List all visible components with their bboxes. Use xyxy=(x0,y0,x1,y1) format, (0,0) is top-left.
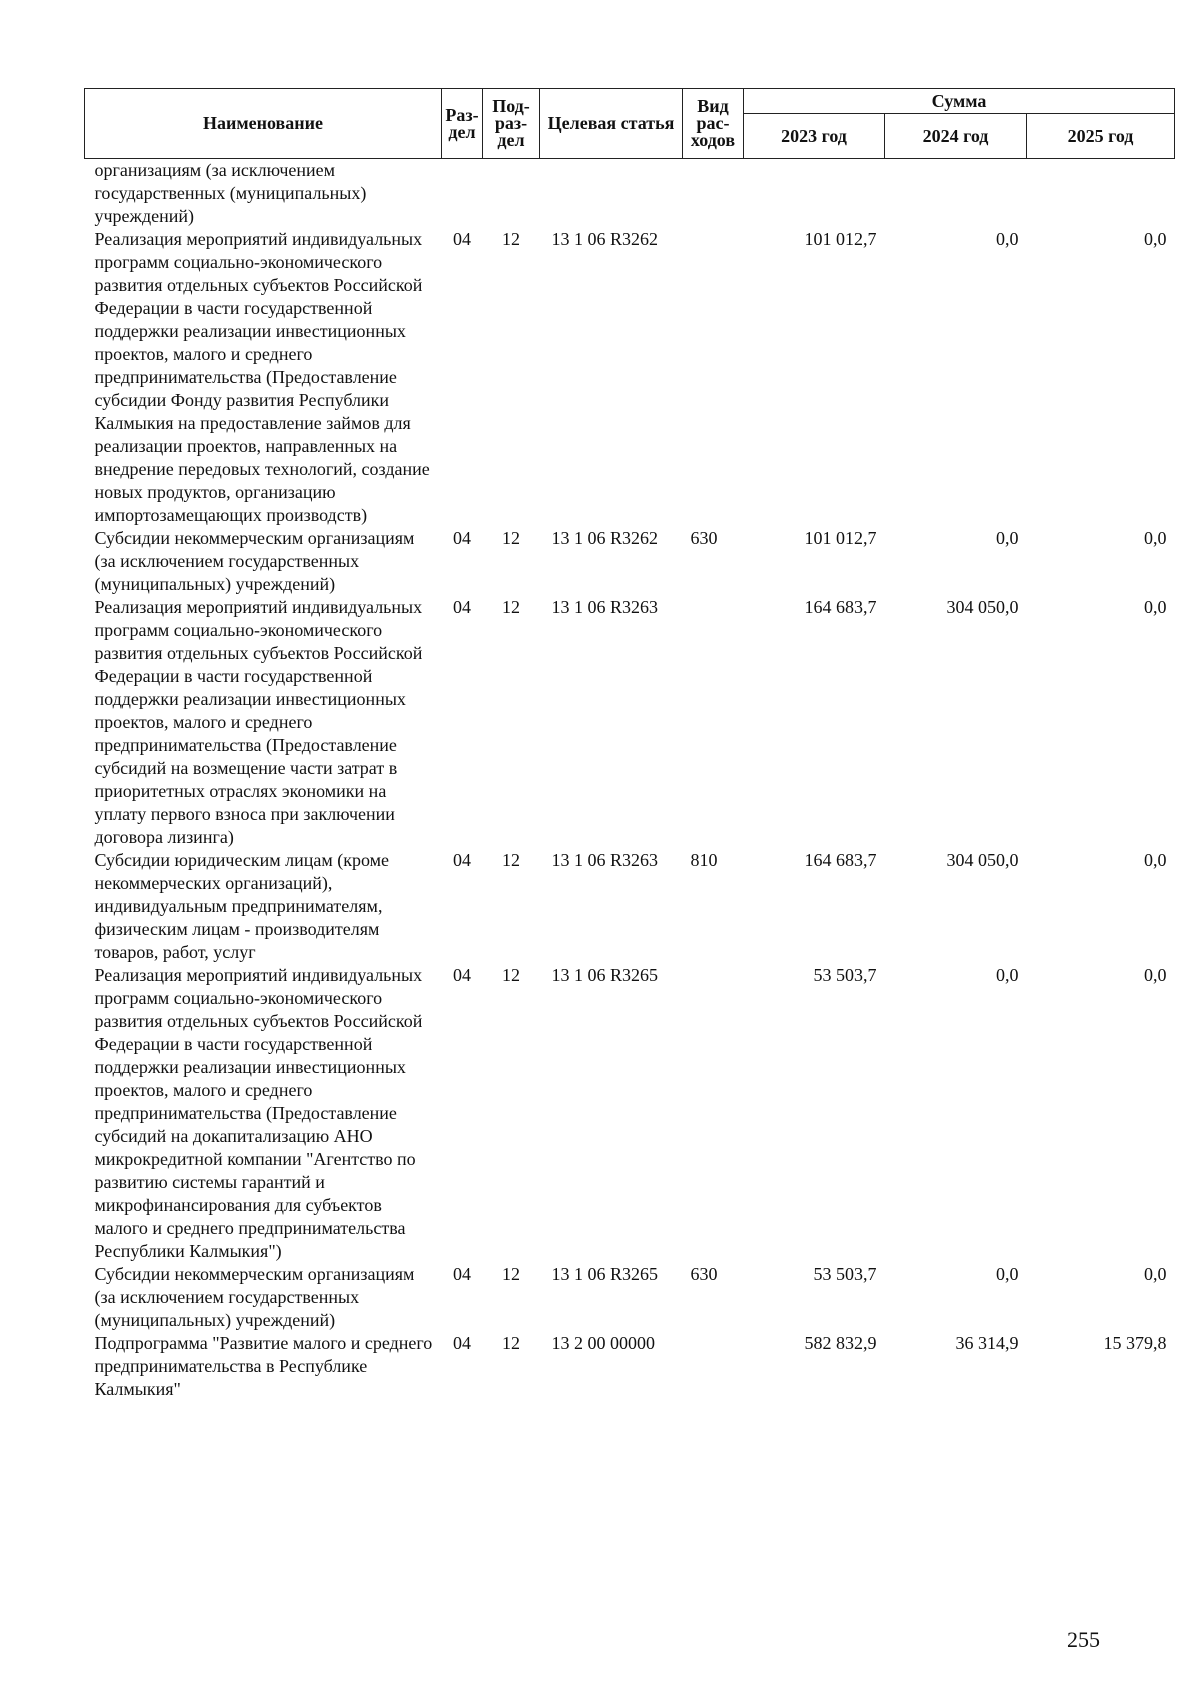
row-razdel xyxy=(442,159,483,229)
row-name: Субсидии некоммерческим организациям (за исключением государственных (муниципальных) учреждений) xyxy=(94,528,415,594)
row-celevaya: 13 1 06 R3262 xyxy=(551,229,659,249)
row-razdel: 04 xyxy=(453,229,471,249)
header-name: Наименование xyxy=(85,89,442,159)
table-row xyxy=(85,849,1175,964)
row-razdel: 04 xyxy=(453,597,471,617)
row-name: Реализация мероприятий индивидуальных программ социально-экономического развития отдельных субъектов Российской Федерации в части государственной поддержки реализации инвестиционных проектов, малого и среднего предпринимательства (Предоставление субсидии Фонду развития Республики Калмыкия на предоставление займов для реализации проектов, направленных на внедрение передовых технологий, создание новых продуктов, организацию импортозамещающих производств) xyxy=(94,229,430,525)
row-sum-2025 xyxy=(1027,159,1175,229)
row-sum-2023: 53 503,7 xyxy=(813,1264,877,1284)
row-podrazdel: 12 xyxy=(502,965,520,985)
row-celevaya: 13 1 06 R3265 xyxy=(551,965,659,985)
row-celevaya: 13 2 00 00000 xyxy=(551,1333,655,1353)
row-sum-2025: 15 379,8 xyxy=(1103,1333,1167,1353)
row-sum-2023 xyxy=(744,159,885,229)
table-row xyxy=(85,1263,1175,1332)
row-celevaya: 13 1 06 R3262 xyxy=(551,528,659,548)
row-sum-2024: 0,0 xyxy=(996,528,1019,548)
row-sum-2025: 0,0 xyxy=(1144,528,1167,548)
row-sum-2023: 164 683,7 xyxy=(804,597,877,617)
row-sum-2025: 0,0 xyxy=(1144,597,1167,617)
row-podrazdel: 12 xyxy=(502,528,520,548)
row-podrazdel: 12 xyxy=(502,597,520,617)
page-number: 255 xyxy=(1067,1627,1100,1652)
row-podrazdel xyxy=(483,159,540,229)
row-vid xyxy=(683,596,744,849)
row-name: Подпрограмма "Развитие малого и среднего предпринимательства в Республике Калмыкия" xyxy=(94,1333,433,1399)
row-sum-2024: 304 050,0 xyxy=(946,850,1019,870)
table-body xyxy=(85,159,1175,1402)
row-razdel: 04 xyxy=(453,1264,471,1284)
row-vid: 810 xyxy=(690,850,718,870)
row-name: Реализация мероприятий индивидуальных программ социально-экономического развития отдельных субъектов Российской Федерации в части государственной поддержки реализации инвестиционных проектов, малого и среднего предпринимательства (Предоставление субсидий на возмещение части затрат в приоритетных отраслях экономики на уплату первого взноса при заключении договора лизинга) xyxy=(94,597,423,847)
row-sum-2025: 0,0 xyxy=(1144,965,1167,985)
row-razdel: 04 xyxy=(453,850,471,870)
row-sum-2025: 0,0 xyxy=(1144,229,1167,249)
header-celevaya: Целевая статья xyxy=(540,89,683,159)
row-sum-2025: 0,0 xyxy=(1144,850,1167,870)
header-vid: Вид рас-ходов xyxy=(683,89,744,159)
budget-table xyxy=(84,88,1175,1401)
row-podrazdel: 12 xyxy=(502,850,520,870)
table-row xyxy=(85,228,1175,527)
header-year-2025: 2025 год xyxy=(1027,114,1175,159)
row-podrazdel: 12 xyxy=(502,1264,520,1284)
header-podrazdel: Под-раз-дел xyxy=(483,89,540,159)
row-razdel: 04 xyxy=(453,528,471,548)
row-sum-2023: 164 683,7 xyxy=(804,850,877,870)
row-sum-2023: 582 832,9 xyxy=(804,1333,877,1353)
row-sum-2024 xyxy=(885,159,1027,229)
row-name: Реализация мероприятий индивидуальных программ социально-экономического развития отдельных субъектов Российской Федерации в части государственной поддержки реализации инвестиционных проектов, малого и среднего предпринимательства (Предоставление субсидий на докапитализацию АНО микрокредитной компании "Агентство по развитию системы гарантий и микрофинансирования для субъектов малого и среднего предпринимательства Республики Калмыкия") xyxy=(94,965,423,1261)
row-sum-2024: 36 314,9 xyxy=(955,1333,1019,1353)
row-sum-2024: 0,0 xyxy=(996,1264,1019,1284)
row-vid xyxy=(683,159,744,229)
row-celevaya: 13 1 06 R3265 xyxy=(551,1264,659,1284)
row-sum-2023: 101 012,7 xyxy=(804,229,877,249)
row-vid xyxy=(683,228,744,527)
row-sum-2024: 0,0 xyxy=(996,229,1019,249)
header-summa: Сумма xyxy=(744,89,1175,114)
row-razdel: 04 xyxy=(453,1333,471,1353)
row-celevaya: 13 1 06 R3263 xyxy=(551,597,659,617)
row-name: Субсидии некоммерческим организациям (за исключением государственных (муниципальных) учреждений) xyxy=(94,1264,415,1330)
row-podrazdel: 12 xyxy=(502,229,520,249)
row-razdel: 04 xyxy=(453,965,471,985)
row-vid xyxy=(683,1332,744,1401)
row-sum-2023: 53 503,7 xyxy=(813,965,877,985)
row-podrazdel: 12 xyxy=(502,1333,520,1353)
row-celevaya xyxy=(540,159,683,229)
table-row xyxy=(85,1332,1175,1401)
table-row xyxy=(85,964,1175,1263)
table-row xyxy=(85,527,1175,596)
row-sum-2025: 0,0 xyxy=(1144,1264,1167,1284)
row-sum-2024: 0,0 xyxy=(996,965,1019,985)
row-vid xyxy=(683,964,744,1263)
header-year-2024: 2024 год xyxy=(885,114,1027,159)
row-name: Субсидии юридическим лицам (кроме некоммерческих организаций), индивидуальным предпринимателям, физическим лицам - производителям товаров, работ, услуг xyxy=(94,850,390,962)
row-name: организациям (за исключением государственных (муниципальных) учреждений) xyxy=(94,160,367,226)
table-row xyxy=(85,159,1175,229)
row-vid: 630 xyxy=(690,1264,718,1284)
row-sum-2023: 101 012,7 xyxy=(804,528,877,548)
row-vid: 630 xyxy=(690,528,718,548)
table-row xyxy=(85,596,1175,849)
header-razdel: Раз-дел xyxy=(442,89,483,159)
header-year-2023: 2023 год xyxy=(744,114,885,159)
row-celevaya: 13 1 06 R3263 xyxy=(551,850,659,870)
table-header xyxy=(85,89,1175,159)
row-sum-2024: 304 050,0 xyxy=(946,597,1019,617)
